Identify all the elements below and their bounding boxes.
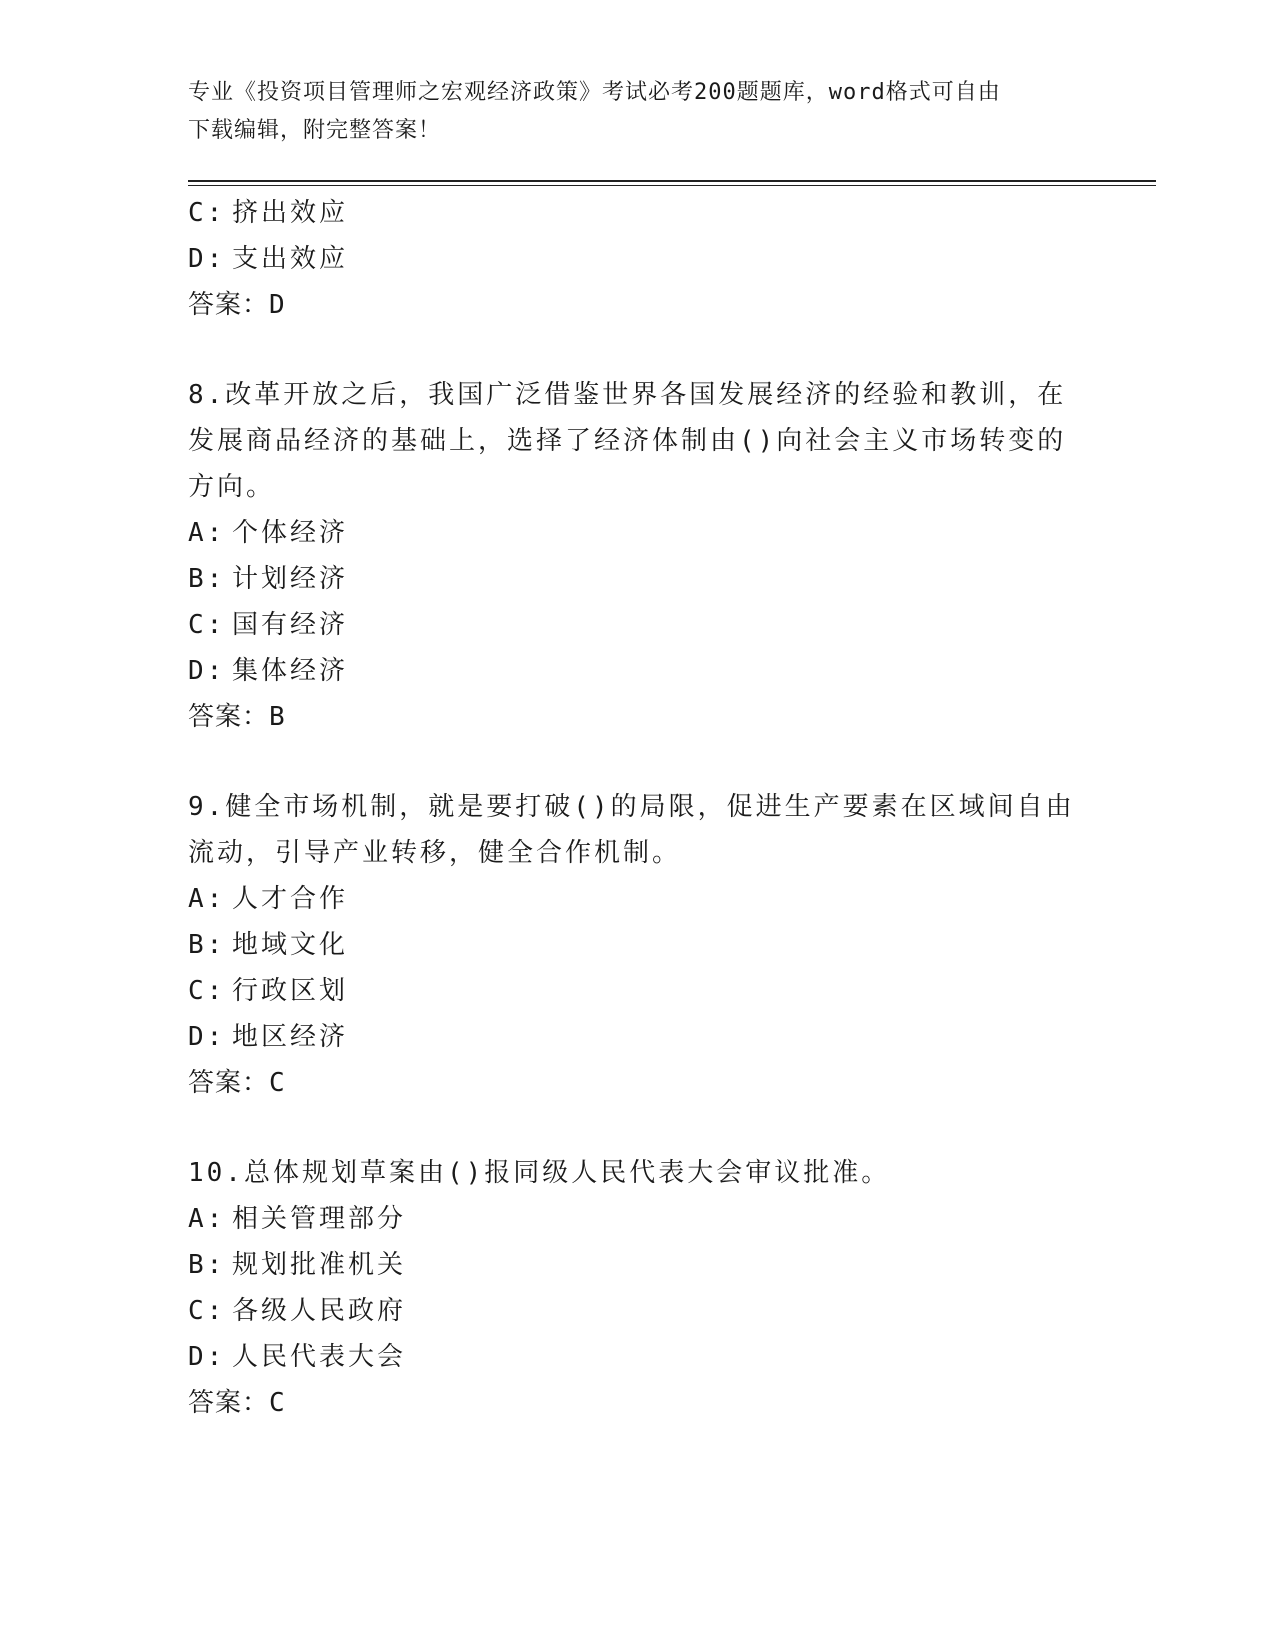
question-text-line: 方向。	[188, 472, 276, 502]
option-letter: C:	[188, 1296, 226, 1326]
answer: 答案：C	[188, 1068, 286, 1098]
option-text: 地区经济	[232, 1022, 349, 1052]
option-text: 计划经济	[232, 564, 349, 594]
option-letter: D:	[188, 1022, 226, 1052]
document-body	[188, 190, 1075, 1426]
question-text-line: 发展商品经济的基础上，选择了经济体制由()向社会主义市场转变的	[188, 426, 1067, 456]
document-header	[188, 74, 1068, 150]
option-c	[188, 190, 1068, 236]
option-letter: D:	[188, 1342, 226, 1372]
option-text: 个体经济	[232, 518, 349, 548]
option-a	[188, 510, 1068, 556]
option-letter: A:	[188, 518, 226, 548]
option-b	[188, 1242, 1068, 1288]
option-c	[188, 968, 1068, 1014]
option-text: 规划批准机关	[232, 1250, 407, 1280]
question-7-tail	[188, 190, 1068, 328]
option-text: 相关管理部分	[232, 1204, 407, 1234]
option-letter: B:	[188, 930, 226, 960]
option-a	[188, 1196, 1068, 1242]
option-text: 人才合作	[232, 884, 349, 914]
option-c	[188, 1288, 1068, 1334]
spacer	[188, 328, 1068, 372]
question-10	[188, 1150, 1068, 1426]
option-text: 各级人民政府	[232, 1296, 407, 1326]
option-letter: A:	[188, 1204, 226, 1234]
spacer	[188, 1106, 1068, 1150]
question-text-line: 流动，引导产业转移，健全合作机制。	[188, 838, 682, 868]
option-letter: B:	[188, 564, 226, 594]
option-text: 国有经济	[232, 610, 349, 640]
option-letter: B:	[188, 1250, 226, 1280]
answer: 答案：B	[188, 702, 286, 732]
option-letter: C:	[188, 976, 226, 1006]
header-line-1: 专业《投资项目管理师之宏观经济政策》考试必考200题题库，word格式可自由	[188, 80, 1001, 105]
option-letter: D:	[188, 656, 226, 686]
option-b	[188, 556, 1068, 602]
option-c	[188, 602, 1068, 648]
option-letter: C:	[188, 610, 226, 640]
option-letter: A:	[188, 884, 226, 914]
answer: 答案：D	[188, 290, 286, 320]
option-a	[188, 876, 1068, 922]
option-text: 人民代表大会	[232, 1342, 407, 1372]
option-text: 集体经济	[232, 656, 349, 686]
answer: 答案：C	[188, 1388, 286, 1418]
option-text: 支出效应	[232, 244, 349, 274]
option-letter: D:	[188, 244, 226, 274]
option-b	[188, 922, 1068, 968]
option-letter: C:	[188, 198, 226, 228]
option-d	[188, 1014, 1068, 1060]
question-text-line: 9.健全市场机制，就是要打破()的局限，促进生产要素在区域间自由	[188, 792, 1075, 822]
question-8	[188, 372, 1068, 740]
option-text: 挤出效应	[232, 198, 349, 228]
option-text: 地域文化	[232, 930, 349, 960]
option-d	[188, 648, 1068, 694]
spacer	[188, 740, 1068, 784]
header-divider	[188, 180, 1156, 186]
question-text-line: 8.改革开放之后，我国广泛借鉴世界各国发展经济的经验和教训，在	[188, 380, 1067, 410]
option-d	[188, 236, 1068, 282]
header-line-2: 下载编辑，附完整答案！	[188, 118, 442, 143]
option-text: 行政区划	[232, 976, 349, 1006]
question-text-line: 10.总体规划草案由()报同级人民代表大会审议批准。	[188, 1158, 891, 1188]
option-d	[188, 1334, 1068, 1380]
question-9	[188, 784, 1075, 1106]
